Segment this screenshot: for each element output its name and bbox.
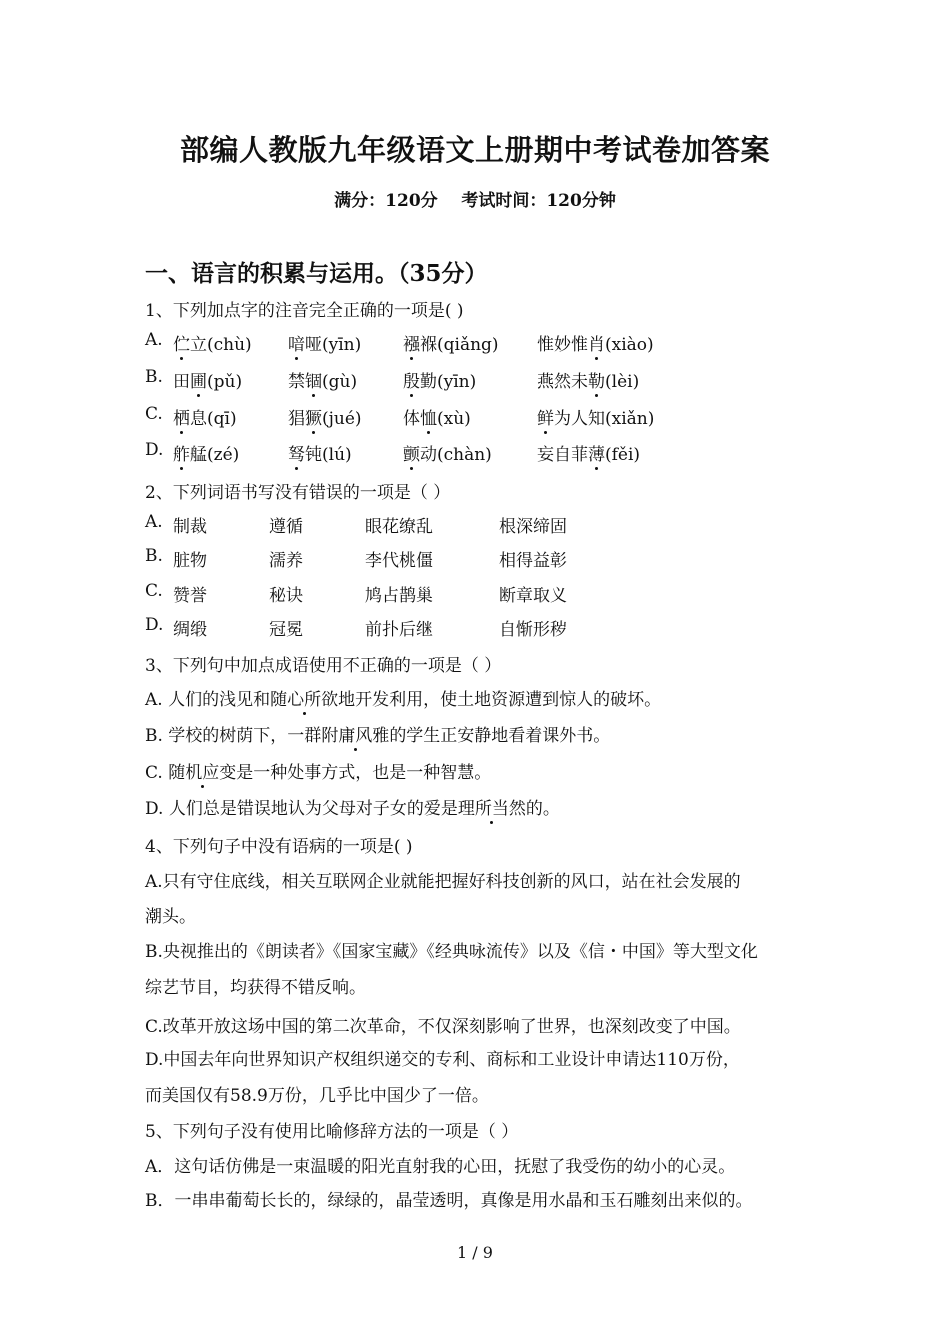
emphasis-dotted-text: 殷 [403, 367, 420, 392]
option-label: D. [145, 615, 164, 635]
emphasis-dotted-text: 鲜 [537, 404, 554, 429]
text-segment: 禁 [288, 372, 305, 392]
option-word: 根深缔固 [499, 517, 567, 537]
option-word: 秘诀 [269, 586, 303, 606]
text-segment: 哑(yīn) [305, 335, 362, 355]
emphasis-dotted-text: 附庸风雅 [321, 721, 389, 746]
option-item [403, 440, 492, 465]
section-heading: 一、语言的积累与运用。（35分） [145, 260, 488, 287]
text-segment: (xù) [437, 409, 471, 429]
option-item [537, 367, 639, 392]
option-word: 李代桃僵 [365, 551, 433, 571]
text-segment: 息(qī) [190, 409, 237, 429]
option-word: 断章取义 [499, 586, 567, 606]
emphasis-dotted-text: 襁 [403, 330, 420, 355]
option-item [288, 367, 357, 392]
option-word: 眼花缭乱 [365, 517, 433, 537]
option-word: 前扑后继 [365, 620, 433, 640]
text-segment: 体 [403, 409, 420, 429]
option-row [145, 685, 661, 710]
emphasis-dotted-text: 随机应变 [168, 758, 236, 783]
text-segment: (jué) [322, 409, 362, 429]
option-item [537, 404, 654, 429]
emphasis-dotted-text: 驽 [288, 440, 305, 465]
emphasis-dotted-text: 勒 [588, 367, 605, 392]
emphasis-dotted-text: 随心所欲 [270, 685, 338, 710]
option-item [403, 367, 476, 392]
option-item [288, 330, 361, 355]
option-word: 自惭形秽 [499, 620, 567, 640]
option-item [288, 404, 362, 429]
text-segment: D. 人们总是错误地认为父母对子女的爱是 [145, 799, 458, 819]
emphasis-dotted-text: 薄 [588, 440, 605, 465]
option-word: 脏物 [173, 551, 207, 571]
text-segment: 的。 [525, 799, 560, 819]
page-number: 1 / 9 [457, 1243, 493, 1262]
text-segment: 妄自菲 [537, 445, 588, 465]
option-text-line: 综艺节目，均获得不错反响。 [145, 978, 366, 998]
option-item [173, 367, 242, 392]
option-item [288, 440, 352, 465]
q4-stem: 4、下列句子中没有语病的一项是( ) [145, 837, 413, 857]
text-segment: 是一种处事方式，也是一种智慧。 [236, 763, 492, 783]
option-label: B. [145, 367, 163, 387]
text-segment: (lèi) [605, 372, 640, 392]
option-label: B. [145, 546, 163, 566]
text-segment: 的学生正安静地看着课外书。 [389, 726, 611, 746]
emphasis-dotted-text: 肖 [588, 330, 605, 355]
text-segment: 田 [173, 372, 190, 392]
emphasis-dotted-text: 理所当然 [458, 794, 526, 819]
option-item [403, 404, 471, 429]
option-text-line: D.中国去年向世界知识产权组织递交的专利、商标和工业设计申请达110万份， [145, 1050, 740, 1070]
option-word: 绸缎 [173, 620, 207, 640]
option-row [145, 758, 491, 783]
q5-stem: 5、下列句子没有使用比喻修辞方法的一项是（ ） [145, 1122, 519, 1142]
option-item [537, 330, 654, 355]
text-segment: (fěi) [605, 445, 641, 465]
text-segment: A. 人们的浅见和 [145, 690, 271, 710]
emphasis-dotted-text: 喑 [288, 330, 305, 355]
text-segment: 动(chàn) [420, 445, 492, 465]
option-word: 遵循 [269, 517, 303, 537]
emphasis-dotted-text: 颤 [403, 440, 420, 465]
option-text-line: A.只有守住底线，相关互联网企业就能把握好科技创新的风口，站在社会发展的 [145, 872, 741, 892]
option-word: 赞誉 [173, 586, 207, 606]
option-text-line: A．这句话仿佛是一束温暖的阳光直射我的心田，抚慰了我受伤的幼小的心灵。 [145, 1157, 736, 1177]
option-label: A. [145, 512, 163, 532]
option-item [173, 330, 252, 355]
text-segment: 猖 [288, 409, 305, 429]
option-word: 冠冕 [269, 620, 303, 640]
text-segment: 褓(qiǎng) [420, 335, 499, 355]
option-label: D. [145, 440, 164, 460]
option-item [173, 440, 239, 465]
option-item [173, 404, 237, 429]
option-item [403, 330, 499, 355]
option-row [145, 721, 610, 746]
text-segment: 地开发利用，使土地资源遭到惊人的破坏。 [338, 690, 662, 710]
option-text-line: 而美国仅有58.9万份，几乎比中国少了一倍。 [145, 1086, 489, 1106]
option-word: 鸠占鹊巢 [365, 586, 433, 606]
text-segment: 勤(yīn) [420, 372, 477, 392]
option-text-line: 潮头。 [145, 907, 196, 927]
option-word: 制裁 [173, 517, 207, 537]
option-text-line: B.央视推出的《朗读者》《国家宝藏》《经典咏流传》以及《信・中国》等大型文化 [145, 942, 758, 962]
text-segment: 立(chù) [190, 335, 252, 355]
emphasis-dotted-text: 锢 [305, 367, 322, 392]
option-item [537, 440, 640, 465]
emphasis-dotted-text: 恤 [420, 404, 437, 429]
option-word: 濡养 [269, 551, 303, 571]
text-segment: (pǔ) [207, 372, 243, 392]
q3-stem: 3、下列句中加点成语使用不正确的一项是（ ） [145, 656, 502, 676]
q1-stem: 1、下列加点字的注音完全正确的一项是( ) [145, 301, 464, 321]
q2-stem: 2、下列词语书写没有错误的一项是（ ） [145, 483, 451, 503]
option-row [145, 794, 560, 819]
option-label: C. [145, 581, 163, 601]
option-label: A. [145, 330, 163, 350]
emphasis-dotted-text: 伫 [173, 330, 190, 355]
option-label: C. [145, 404, 163, 424]
emphasis-dotted-text: 栖 [173, 404, 190, 429]
text-segment: 燕然未 [537, 372, 588, 392]
text-segment: 艋(zé) [190, 445, 240, 465]
option-word: 相得益彰 [499, 551, 567, 571]
text-segment: (xiào) [605, 335, 654, 355]
emphasis-dotted-text: 獗 [305, 404, 322, 429]
text-segment: B. 学校的树荫下，一群 [145, 726, 322, 746]
text-segment: (gù) [322, 372, 358, 392]
text-segment: 钝(lú) [305, 445, 352, 465]
page-title: 部编人教版九年级语文上册期中考试卷加答案 [179, 133, 770, 167]
option-text-line: C.改革开放这场中国的第二次革命，不仅深刻影响了世界，也深刻改变了中国。 [145, 1017, 741, 1037]
emphasis-dotted-text: 舴 [173, 440, 190, 465]
text-segment: 为人知(xiǎn) [554, 409, 655, 429]
text-segment: 惟妙惟 [537, 335, 588, 355]
exam-meta: 满分：120分 考试时间：120分钟 [334, 191, 616, 211]
text-segment: C. [145, 763, 169, 783]
emphasis-dotted-text: 圃 [190, 367, 207, 392]
option-text-line: B．一串串葡萄长长的，绿绿的，晶莹透明，真像是用水晶和玉石雕刻出来似的。 [145, 1191, 753, 1211]
